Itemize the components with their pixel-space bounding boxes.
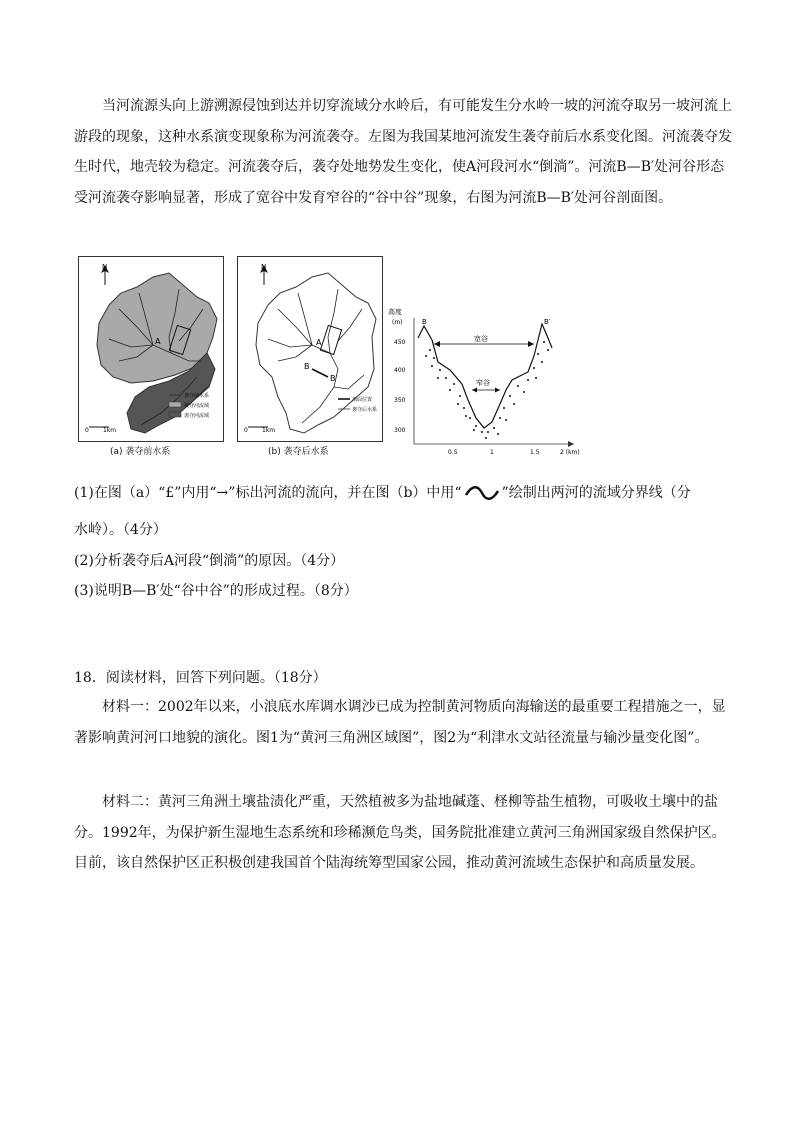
profile-x-tick-05: 0.5 bbox=[448, 449, 458, 456]
profile-y-tick-300: 300 bbox=[394, 427, 406, 434]
profile-label-b-prime: B′ bbox=[544, 318, 551, 326]
map-b-caption: (b) 袭夺后水系 bbox=[268, 447, 329, 457]
profile-y-tick-450: 450 bbox=[394, 339, 406, 346]
intro-paragraph: 当河流源头向上游溯源侵蚀到达并切穿流域分水岭后，有可能发生分水岭一坡的河流夺取另一坡河流上游段的现象，这种水系演变现象称为河流袭夺。左图为我国某地河流发生袭夺前后水系变化图。河流袭夺发生时代，地壳较为稳定。河流袭夺后，袭夺处地势发生变化，使A河段河水“倒淌”。河流B—B′处河谷形态受河流袭夺影响显著，形成了宽谷中发育窄谷的“谷中谷”现象，右图为河流B—B′处河谷剖面图。 bbox=[74, 98, 732, 206]
question-2: (2)分析袭夺后A河段“倒淌”的原因。（4分） bbox=[74, 553, 345, 569]
profile-narrow-valley-label: 窄谷 bbox=[476, 379, 490, 387]
profile-y-unit: (m) bbox=[392, 319, 403, 326]
map-b-label-b-prime: B′ bbox=[330, 374, 338, 383]
map-b-legend-1: 剖面位置 bbox=[352, 397, 373, 403]
question-1-line-2: 水岭）。（4分） bbox=[74, 522, 167, 538]
map-b-drawing bbox=[238, 257, 382, 441]
map-b-legend-2: 袭夺后水系 bbox=[352, 407, 378, 413]
map-a-north-label: N bbox=[102, 263, 108, 271]
profile-x-tick-2: 2 (km) bbox=[560, 449, 580, 456]
section-18-heading: 18．阅读材料，回答下列问题。（18分） bbox=[74, 670, 327, 686]
question-1-text-start: (1)在图（a）“£”内用“→”标出河流的流向，并在图（b）中用“ bbox=[74, 485, 462, 501]
question-3: (3)说明B—B′处“谷中谷”的形成过程。（8分） bbox=[74, 583, 358, 599]
profile-y-tick-350: 350 bbox=[394, 397, 406, 404]
map-b-north-label: N bbox=[261, 263, 267, 271]
map-a-legend-1: 袭夺前水系 bbox=[184, 393, 210, 399]
profile-x-tick-1: 1 bbox=[490, 449, 494, 456]
profile-y-tick-400: 400 bbox=[394, 367, 406, 374]
map-a-before-capture bbox=[78, 256, 224, 442]
material-2: 材料二：黄河三角洲土壤盐渍化严重，天然植被多为盐地碱蓬、柽柳等盐生植物，可吸收土壤中的盐分。1992年，为保护新生湿地生态系统和珍稀濒危鸟类，国务院批准建立黄河三角洲国家级自然保护区。目前，该自然保护区正积极创建我国首个陆海统筹型国家公园，推动黄河流域生态保护和高质量发展。 bbox=[74, 794, 726, 871]
valley-profile bbox=[388, 300, 588, 460]
map-b-after-capture bbox=[237, 256, 383, 442]
valley-profile-drawing bbox=[388, 300, 588, 460]
map-b-scale-unit: 1km bbox=[262, 427, 276, 434]
map-a-drawing bbox=[79, 257, 223, 441]
question-1-text-end: ”绘制出两河的流域分界线（分 bbox=[501, 485, 691, 501]
map-b-label-a: A bbox=[316, 338, 322, 347]
tilde-symbol-icon bbox=[462, 483, 502, 503]
profile-y-label: 高度 bbox=[388, 308, 402, 316]
profile-label-b: B bbox=[422, 318, 427, 326]
question-1-line-1 bbox=[74, 483, 691, 503]
map-b-scale-zero: 0 bbox=[244, 427, 248, 434]
map-a-scale-zero: 0 bbox=[85, 427, 89, 434]
profile-wide-valley-label: 宽谷 bbox=[474, 335, 488, 343]
profile-x-tick-15: 1.5 bbox=[530, 449, 540, 456]
material-1: 材料一：2002年以来，小浪底水库调水调沙已成为控制黄河物质向海输送的最重要工程措施之一，显著影响黄河河口地貌的演化。图1为“黄河三角洲区域图”，图2为“利津水文站径流量与输沙量变化图”。 bbox=[74, 699, 726, 746]
map-a-scale-unit: 1km bbox=[103, 427, 117, 434]
map-a-legend-2: 被夺河流域 bbox=[184, 403, 210, 409]
map-a-legend-3: 袭夺河流域 bbox=[184, 413, 210, 419]
map-a-caption: (a) 袭夺前水系 bbox=[110, 447, 171, 457]
map-b-label-b: B bbox=[304, 362, 310, 371]
map-a-label-a: A bbox=[155, 337, 161, 346]
